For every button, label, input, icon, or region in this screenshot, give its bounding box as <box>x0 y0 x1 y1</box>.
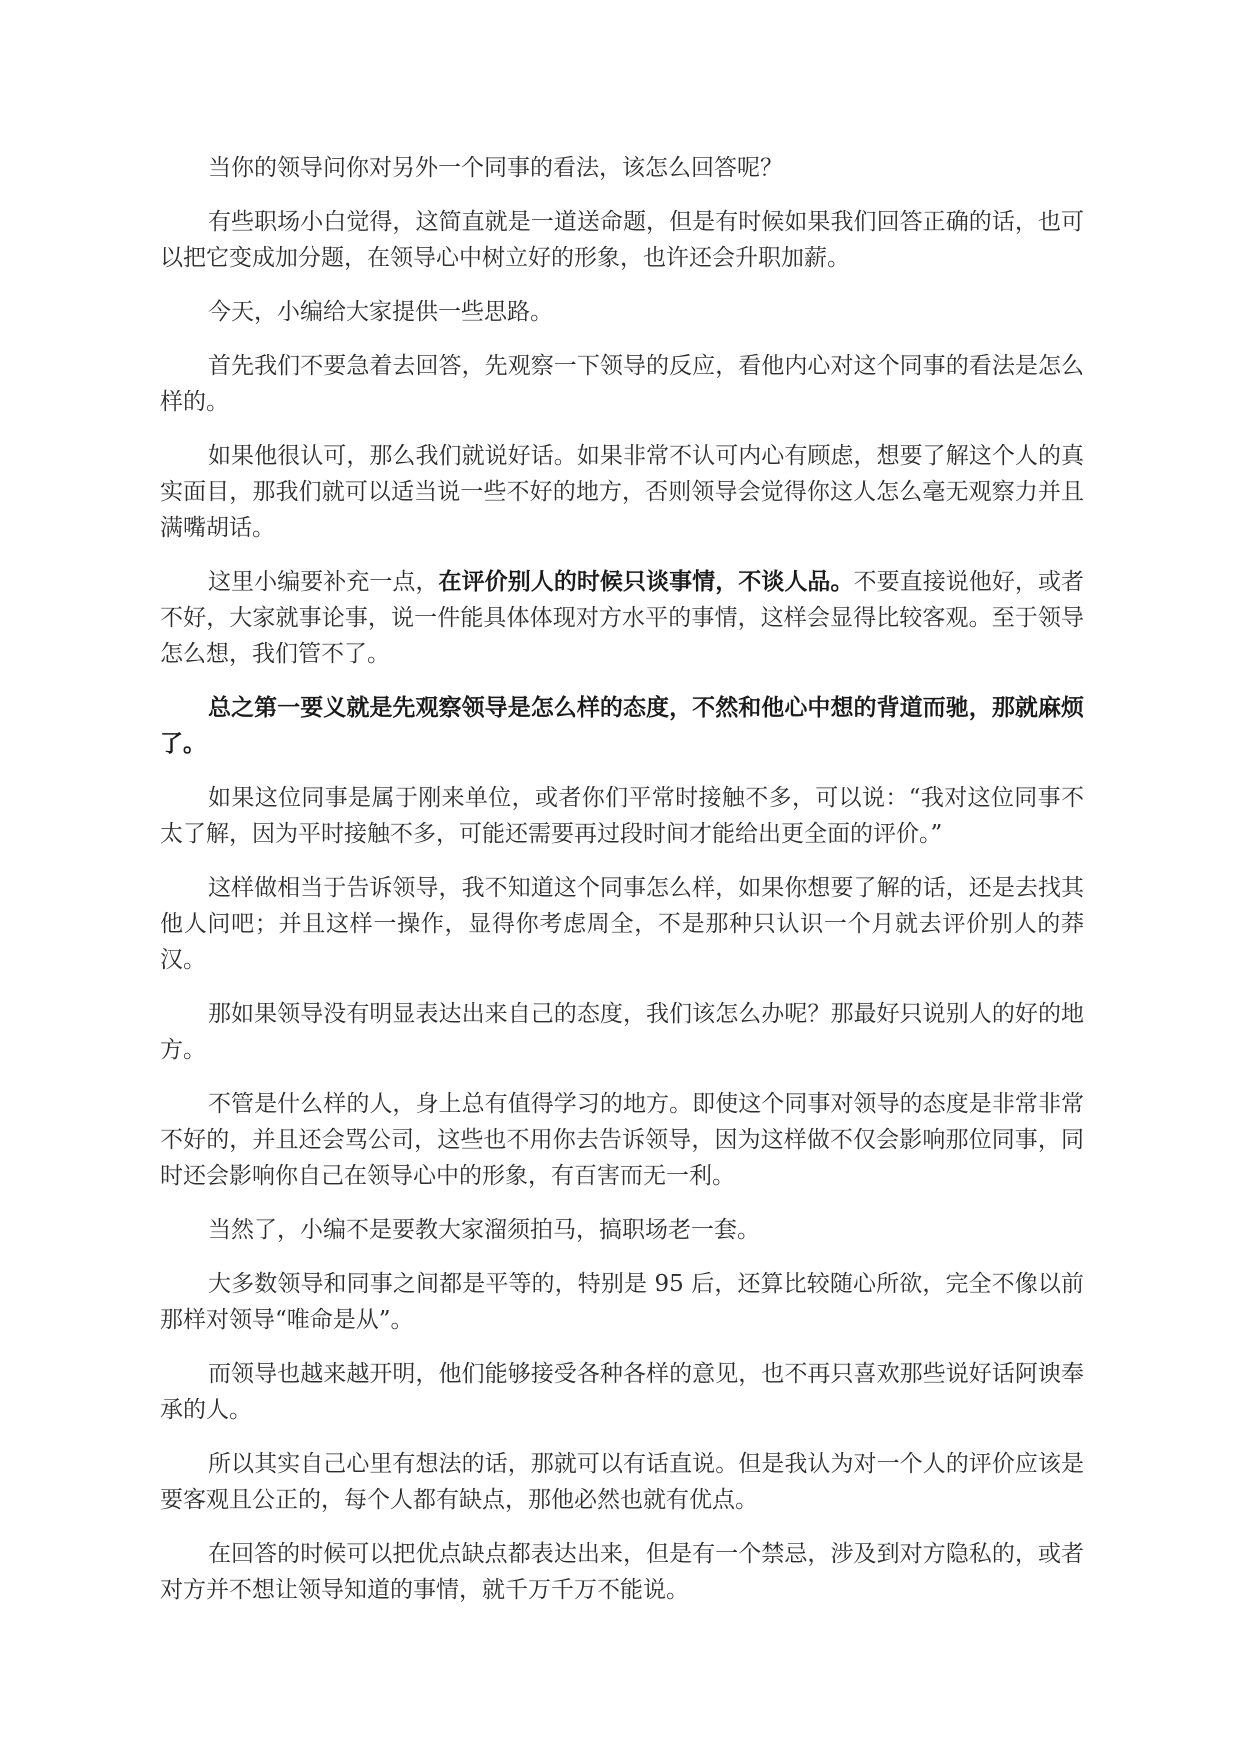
paragraph-14: 而领导也越来越开明，他们能够接受各种各样的意见，也不再只喜欢那些说好话阿谀奉承的人。 <box>160 1361 1084 1423</box>
paragraph-8: 如果这位同事是属于刚来单位，或者你们平常时接触不多，可以说：“我对这位同事不太了解，因为平时接触不多，可能还需要再过段时间才能给出更全面的评价。” <box>160 785 1084 847</box>
paragraph-6-emphasis: 在评价别人的时候只谈事情，不谈人品。 <box>438 568 854 595</box>
paragraph-15: 所以其实自己心里有想法的话，那就可以有话直说。但是我认为对一个人的评价应该是要客观且公正的，每个人都有缺点，那他必然也就有优点。 <box>160 1451 1084 1513</box>
paragraph-7-bold: 总之第一要义就是先观察领导是怎么样的态度，不然和他心中想的背道而驰，那就麻烦了。 <box>160 694 1084 757</box>
paragraph-6-rest: 不要直接说他好，或者不好，大家就事论事，说一件能具体体现对方水平的事情，这样会显得比较客观。至于领导怎么想，我们管不了。 <box>160 569 1085 667</box>
paragraph-6-lead: 这里小编要补充一点， <box>208 569 439 595</box>
paragraph-1: 当你的领导问你对另外一个同事的看法，该怎么回答呢？ <box>208 155 783 181</box>
paragraph-16: 在回答的时候可以把优点缺点都表达出来，但是有一个禁忌，涉及到对方隐私的，或者对方并不想让领导知道的事情，就千万千万不能说。 <box>160 1541 1084 1603</box>
paragraph-11: 不管是什么样的人，身上总有值得学习的地方。即使这个同事对领导的态度是非常非常不好的，并且还会骂公司，这些也不用你去告诉领导，因为这样做不仅会影响那位同事，同时还会影响你自己在领导心中的形象，有百害而无一利。 <box>160 1091 1084 1189</box>
paragraph-13: 大多数领导和同事之间都是平等的，特别是 95 后，还算比较随心所欲，完全不像以前那样对领导“唯命是从”。 <box>160 1271 1084 1333</box>
paragraph-10: 那如果领导没有明显表达出来自己的态度，我们该怎么办呢？那最好只说别人的好的地方。 <box>160 1001 1084 1063</box>
document-page <box>160 150 1084 1626</box>
paragraph-3: 今天，小编给大家提供一些思路。 <box>208 299 553 325</box>
paragraph-6 <box>160 564 1084 672</box>
paragraph-12: 当然了，小编不是要教大家溜须拍马，搞职场老一套。 <box>208 1217 760 1243</box>
paragraph-9: 这样做相当于告诉领导，我不知道这个同事怎么样，如果你想要了解的话，还是去找其他人问吧；并且这样一操作，显得你考虑周全，不是那种只认识一个月就去评价别人的莽汉。 <box>160 875 1084 973</box>
paragraph-5: 如果他很认可，那么我们就说好话。如果非常不认可内心有顾虑，想要了解这个人的真实面目，那我们就可以适当说一些不好的地方，否则领导会觉得你这人怎么毫无观察力并且满嘴胡话。 <box>160 443 1084 541</box>
paragraph-2: 有些职场小白觉得，这简直就是一道送命题，但是有时候如果我们回答正确的话，也可以把它变成加分题，在领导心中树立好的形象，也许还会升职加薪。 <box>160 209 1084 271</box>
paragraph-4: 首先我们不要急着去回答，先观察一下领导的反应，看他内心对这个同事的看法是怎么样的。 <box>160 353 1084 415</box>
